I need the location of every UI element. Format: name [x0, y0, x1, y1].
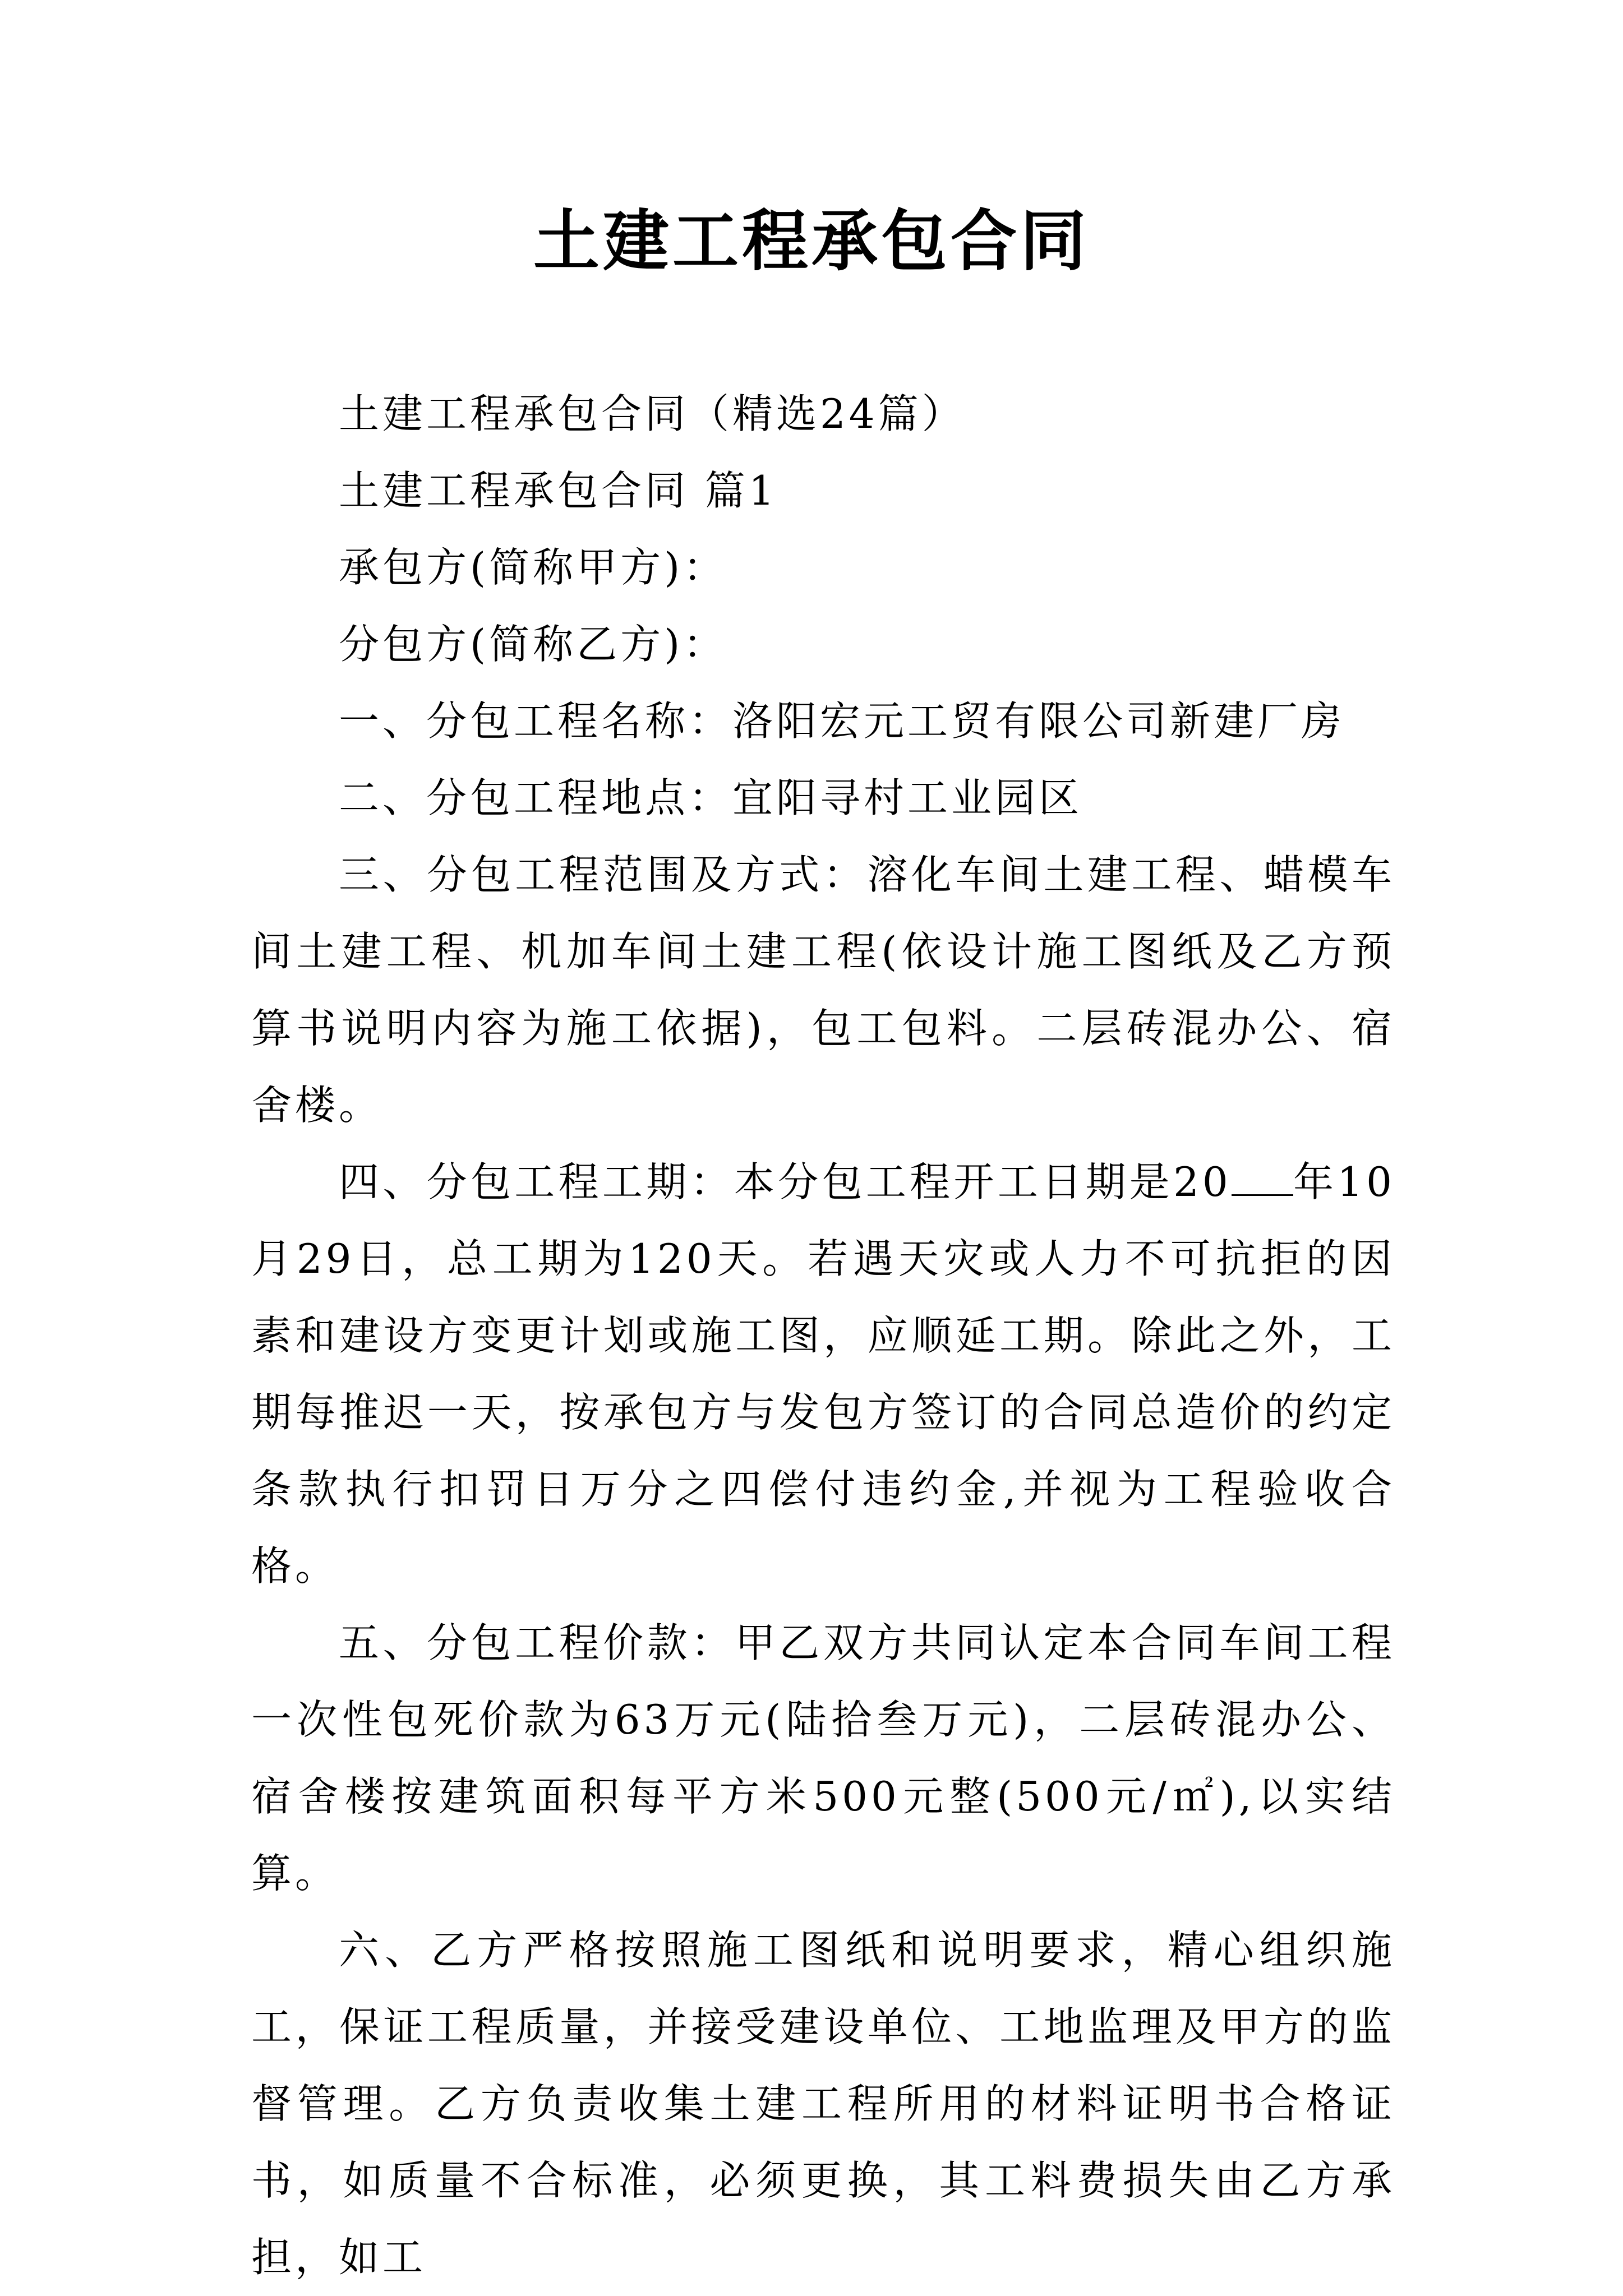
duration-text-start: 四、分包工程工期：本分包工程开工日期是20 [339, 1158, 1232, 1205]
paragraph-party-a: 承包方(简称甲方)： [339, 544, 727, 591]
paragraph-project-price: 五、分包工程价款：甲乙双方共同认定本合同车间工程一次性包死价款为63万元(陆拾叁万元)，二层砖混办公、宿舍楼按建筑面积每平方米500元整(500元/㎡),以实结算。 [251, 1619, 1395, 1897]
paragraph-project-name: 一、分包工程名称：洛阳宏元工贸有限公司新建厂房 [339, 697, 1345, 745]
duration-text-end: 年10月29日，总工期为120天。若遇天灾或人力不可抗拒的因素和建设方变更计划或施工图，应顺延工期。除此之外，工期每推迟一天，按承包方与发包方签订的合同总造价的约定条款执行扣罚日万分之四偿付违约金,并视为工程验收合格。 [251, 1158, 1395, 1590]
document-body [251, 376, 1395, 2296]
document-title: 土建工程承包合同 [533, 202, 1090, 280]
paragraph-project-duration [251, 1144, 1395, 1605]
paragraph-project-location: 二、分包工程地点：宜阳寻村工业园区 [339, 774, 1083, 821]
paragraph-party-b: 分包方(简称乙方)： [339, 621, 727, 668]
paragraph-quality-requirements: 六、乙方严格按照施工图纸和说明要求，精心组织施工，保证工程质量，并接受建设单位、工地监理及甲方的监督管理。乙方负责收集土建工程所用的材料证明书合格证书，如质量不合标准，必须更换，其工料费损失由乙方承担，如工 [251, 1927, 1395, 2281]
paragraph-project-scope: 三、分包工程范围及方式：溶化车间土建工程、蜡模车间土建工程、机加车间土建工程(依设计施工图纸及乙方预算书说明内容为施工依据)，包工包料。二层砖混办公、宿舍楼。 [251, 851, 1395, 1129]
paragraph-subtitle: 土建工程承包合同（精选24篇） [339, 390, 966, 437]
paragraph-section-heading: 土建工程承包合同 篇1 [339, 467, 778, 514]
year-blank-underline [1232, 1161, 1293, 1196]
